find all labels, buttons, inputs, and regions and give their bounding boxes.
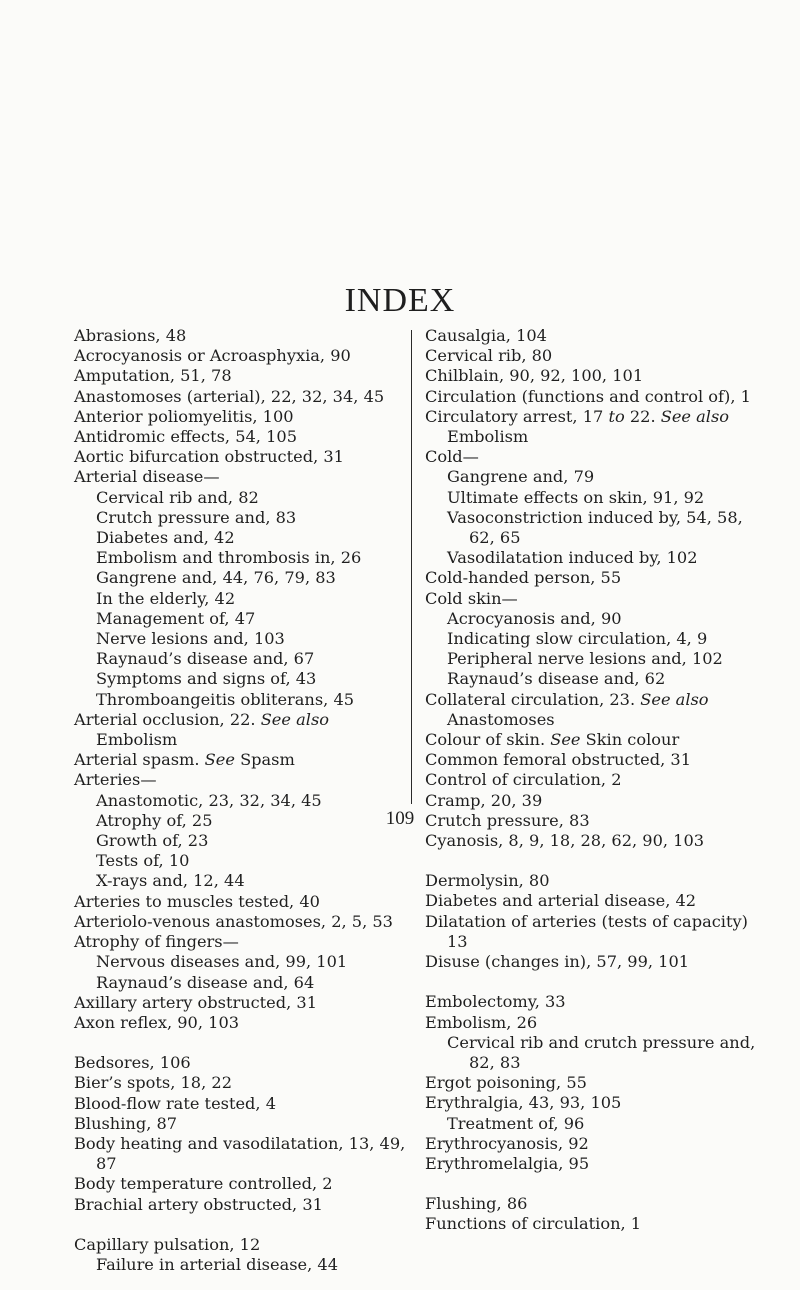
index-entry bbox=[74, 1073, 410, 1093]
index-entry bbox=[425, 912, 773, 952]
index-subentry bbox=[96, 871, 410, 891]
index-entry bbox=[74, 1114, 410, 1134]
entry-text: Diabetes and, 42 bbox=[96, 528, 235, 548]
entry-text: Diabetes and arterial disease, 42 bbox=[425, 891, 697, 911]
index-entry bbox=[425, 831, 773, 851]
page-number: 109 bbox=[385, 808, 415, 829]
index-subentry bbox=[96, 973, 410, 993]
entry-text: Disuse (changes in), 57, 99, 101 bbox=[425, 952, 690, 972]
entry-text: Causalgia, 104 bbox=[425, 326, 547, 345]
index-subentry bbox=[96, 851, 410, 871]
entry-text: X-rays and, 12, 44 bbox=[96, 871, 245, 891]
index-entry bbox=[425, 730, 773, 750]
entry-text: Cold skin— bbox=[425, 588, 518, 608]
index-entry bbox=[425, 568, 773, 588]
entry-text: Body heating and vasodilatation, 13, 49, 87 bbox=[74, 1133, 406, 1174]
entry-text: Arterial disease— bbox=[74, 467, 220, 487]
entry-text: Anterior poliomyelitis, 100 bbox=[74, 406, 294, 426]
index-entry bbox=[425, 690, 773, 730]
entry-text: Circulatory arrest, 17 bbox=[425, 406, 609, 426]
entry-text: Bier’s spots, 18, 22 bbox=[74, 1073, 232, 1093]
entry-text: Anastomoses bbox=[447, 709, 555, 729]
index-subentry bbox=[96, 649, 410, 669]
entry-text: Atrophy of, 25 bbox=[96, 810, 213, 830]
entry-text: Arteriolo-venous anastomoses, 2, 5, 53 bbox=[74, 911, 393, 931]
entry-text: Embolectomy, 33 bbox=[425, 992, 566, 1012]
entry-text: Tests of, 10 bbox=[96, 851, 190, 871]
index-entry bbox=[425, 1194, 773, 1214]
index-subentry bbox=[96, 548, 410, 568]
index-entry bbox=[74, 993, 410, 1013]
entry-text: Arterial occlusion, 22. bbox=[74, 709, 261, 729]
entry-text: Abrasions, 48 bbox=[74, 326, 187, 345]
entry-text: Colour of skin. bbox=[425, 730, 551, 750]
entry-text: Peripheral nerve lesions and, 102 bbox=[447, 649, 723, 669]
index-subentry bbox=[447, 467, 773, 487]
entry-text: Blushing, 87 bbox=[74, 1113, 178, 1133]
entry-text: Anastomotic, 23, 32, 34, 45 bbox=[96, 790, 322, 810]
index-entry bbox=[425, 1093, 773, 1113]
entry-text: Raynaud’s disease and, 67 bbox=[96, 649, 315, 669]
entry-text: Cervical rib, 80 bbox=[425, 346, 553, 366]
index-column-right bbox=[425, 326, 773, 1235]
entry-text: Nerve lesions and, 103 bbox=[96, 629, 285, 649]
index-subentry bbox=[447, 508, 773, 548]
entry-text: Body temperature controlled, 2 bbox=[74, 1174, 333, 1194]
entry-text: Skin colour bbox=[580, 730, 680, 750]
index-entry bbox=[74, 366, 410, 386]
index-entry bbox=[74, 892, 410, 912]
entry-text: Raynaud’s disease and, 64 bbox=[96, 972, 315, 992]
index-entry bbox=[74, 710, 410, 750]
entry-text: In the elderly, 42 bbox=[96, 588, 236, 608]
entry-text: Ultimate effects on skin, 91, 92 bbox=[447, 487, 705, 507]
entry-text: Failure in arterial disease, 44 bbox=[96, 1254, 338, 1274]
entry-text: Management of, 47 bbox=[96, 608, 256, 628]
entry-text: Indicating slow circulation, 4, 9 bbox=[447, 629, 708, 649]
index-entry bbox=[425, 1013, 773, 1033]
index-subentry bbox=[96, 831, 410, 851]
index-entry bbox=[74, 427, 410, 447]
entry-text: Symptoms and signs of, 43 bbox=[96, 669, 317, 689]
entry-text: Embolism bbox=[96, 730, 178, 750]
column-divider bbox=[411, 330, 412, 804]
index-subentry bbox=[96, 952, 410, 972]
page-title: INDEX bbox=[344, 282, 456, 319]
letter-group-gap bbox=[74, 1033, 410, 1053]
entry-text: Capillary pulsation, 12 bbox=[74, 1234, 261, 1254]
entry-text: Control of circulation, 2 bbox=[425, 770, 622, 790]
entry-text: Embolism and thrombosis in, 26 bbox=[96, 548, 362, 568]
index-entry bbox=[74, 447, 410, 467]
entry-text: Anastomoses (arterial), 22, 32, 34, 45 bbox=[74, 386, 385, 406]
index-subentry bbox=[447, 629, 773, 649]
entry-text: Cervical rib and crutch pressure and, 82, 83 bbox=[447, 1032, 756, 1072]
cross-reference: See bbox=[550, 730, 581, 750]
entry-text: 22. bbox=[624, 406, 661, 426]
index-subentry bbox=[96, 1255, 410, 1275]
entry-text: Erythrocyanosis, 92 bbox=[425, 1133, 589, 1153]
index-subentry bbox=[96, 609, 410, 629]
index-entry bbox=[74, 1174, 410, 1194]
index-subentry bbox=[447, 609, 773, 629]
entry-text: Cyanosis, 8, 9, 18, 28, 62, 90, 103 bbox=[425, 831, 705, 851]
index-entry bbox=[425, 1154, 773, 1174]
index-entry bbox=[425, 346, 773, 366]
cross-reference: See also bbox=[260, 709, 329, 729]
entry-text: Growth of, 23 bbox=[96, 831, 209, 851]
entry-text: Axillary artery obstructed, 31 bbox=[74, 992, 318, 1012]
entry-text: Chilblain, 90, 92, 100, 101 bbox=[425, 366, 644, 386]
index-entry bbox=[425, 366, 773, 386]
entry-text: Gangrene and, 79 bbox=[447, 467, 595, 487]
index-entry bbox=[425, 447, 773, 467]
index-entry bbox=[425, 770, 773, 790]
index-entry bbox=[74, 346, 410, 366]
entry-text: Dermolysin, 80 bbox=[425, 871, 550, 891]
index-subentry bbox=[447, 1033, 773, 1073]
index-entry bbox=[425, 589, 773, 609]
letter-group-gap bbox=[425, 1174, 773, 1194]
entry-text: Antidromic effects, 54, 105 bbox=[74, 427, 297, 447]
letter-group-gap bbox=[425, 851, 773, 871]
entry-text: Cold— bbox=[425, 447, 479, 467]
index-entry bbox=[74, 1053, 410, 1073]
index-entry bbox=[425, 407, 773, 447]
index-entry bbox=[425, 750, 773, 770]
index-entry bbox=[74, 326, 410, 346]
index-subentry bbox=[96, 488, 410, 508]
entry-text: Acrocyanosis or Acroasphyxia, 90 bbox=[74, 346, 351, 366]
index-subentry bbox=[96, 508, 410, 528]
index-entry bbox=[74, 1134, 410, 1174]
entry-text: Cold-handed person, 55 bbox=[425, 568, 622, 588]
index-subentry bbox=[96, 528, 410, 548]
entry-text: Crutch pressure and, 83 bbox=[96, 507, 297, 527]
index-entry bbox=[425, 1214, 773, 1234]
index-subentry bbox=[96, 669, 410, 689]
index-entry bbox=[74, 932, 410, 952]
index-subentry bbox=[96, 568, 410, 588]
index-entry bbox=[74, 407, 410, 427]
cross-reference: See also bbox=[660, 406, 730, 426]
entry-text: Common femoral obstructed, 31 bbox=[425, 750, 692, 770]
entry-text: Aortic bifurcation obstructed, 31 bbox=[74, 447, 344, 467]
index-entry bbox=[74, 1094, 410, 1114]
letter-group-gap bbox=[74, 1215, 410, 1235]
cross-reference: See bbox=[204, 750, 235, 770]
index-entry bbox=[425, 1134, 773, 1154]
entry-text: Flushing, 86 bbox=[425, 1194, 528, 1214]
index-entry bbox=[74, 1195, 410, 1215]
index-entry bbox=[74, 1235, 410, 1255]
index-subentry bbox=[447, 649, 773, 669]
entry-text: Brachial artery obstructed, 31 bbox=[74, 1194, 323, 1214]
entry-text: Dilatation of arteries (tests of capacity) 13 bbox=[425, 911, 748, 951]
index-entry bbox=[425, 1073, 773, 1093]
index-entry bbox=[425, 992, 773, 1012]
entry-text: Arterial spasm. bbox=[74, 750, 205, 770]
index-entry bbox=[425, 871, 773, 891]
entry-text: Treatment of, 96 bbox=[447, 1113, 585, 1133]
index-entry bbox=[74, 467, 410, 487]
entry-text: Raynaud’s disease and, 62 bbox=[447, 669, 666, 689]
entry-text: Amputation, 51, 78 bbox=[74, 366, 232, 386]
entry-text: Arteries to muscles tested, 40 bbox=[74, 891, 320, 911]
index-entry bbox=[425, 326, 773, 346]
index-subentry bbox=[447, 548, 773, 568]
entry-text: Spasm bbox=[234, 750, 295, 770]
entry-text: Blood-flow rate tested, 4 bbox=[74, 1093, 276, 1113]
index-entry bbox=[425, 952, 773, 972]
index-entry bbox=[74, 1013, 410, 1033]
entry-text: Atrophy of fingers— bbox=[74, 932, 239, 952]
cross-reference: See also bbox=[640, 689, 709, 709]
entry-text: Erythralgia, 43, 93, 105 bbox=[425, 1093, 622, 1113]
index-subentry bbox=[96, 690, 410, 710]
entry-text: Acrocyanosis and, 90 bbox=[447, 608, 622, 628]
index-column-left bbox=[74, 326, 410, 1275]
entry-text: Thromboangeitis obliterans, 45 bbox=[96, 689, 355, 709]
index-subentry bbox=[96, 589, 410, 609]
entry-text: Nervous diseases and, 99, 101 bbox=[96, 952, 348, 972]
index-entry bbox=[74, 912, 410, 932]
index-subentry bbox=[447, 1114, 773, 1134]
index-entry bbox=[74, 387, 410, 407]
index-entry bbox=[74, 770, 410, 790]
entry-text: Ergot poisoning, 55 bbox=[425, 1073, 587, 1093]
cross-reference: to bbox=[608, 406, 625, 426]
entry-text: Bedsores, 106 bbox=[74, 1053, 191, 1073]
entry-text: Embolism bbox=[447, 427, 529, 447]
index-entry bbox=[425, 387, 773, 407]
entry-text: Cervical rib and, 82 bbox=[96, 487, 259, 507]
index-subentry bbox=[447, 488, 773, 508]
entry-text: Collateral circulation, 23. bbox=[425, 689, 641, 709]
entry-text: Circulation (functions and control of), 1 bbox=[425, 386, 751, 406]
entry-text: Arteries— bbox=[74, 770, 157, 790]
index-subentry bbox=[96, 629, 410, 649]
entry-text: Axon reflex, 90, 103 bbox=[74, 1012, 240, 1032]
index-entry bbox=[74, 750, 410, 770]
index-entry bbox=[425, 891, 773, 911]
entry-text: Functions of circulation, 1 bbox=[425, 1214, 642, 1234]
entry-text: Gangrene and, 44, 76, 79, 83 bbox=[96, 568, 336, 588]
entry-text: Vasodilatation induced by, 102 bbox=[447, 548, 698, 568]
index-subentry bbox=[447, 669, 773, 689]
entry-text: Vasoconstriction induced by, 54, 58, 62, 65 bbox=[447, 507, 743, 548]
letter-group-gap bbox=[425, 972, 773, 992]
entry-text: Cramp, 20, 39 bbox=[425, 790, 543, 810]
entry-text: Embolism, 26 bbox=[425, 1012, 538, 1032]
entry-text: Erythromelalgia, 95 bbox=[425, 1153, 590, 1173]
entry-text: Crutch pressure, 83 bbox=[425, 810, 590, 830]
